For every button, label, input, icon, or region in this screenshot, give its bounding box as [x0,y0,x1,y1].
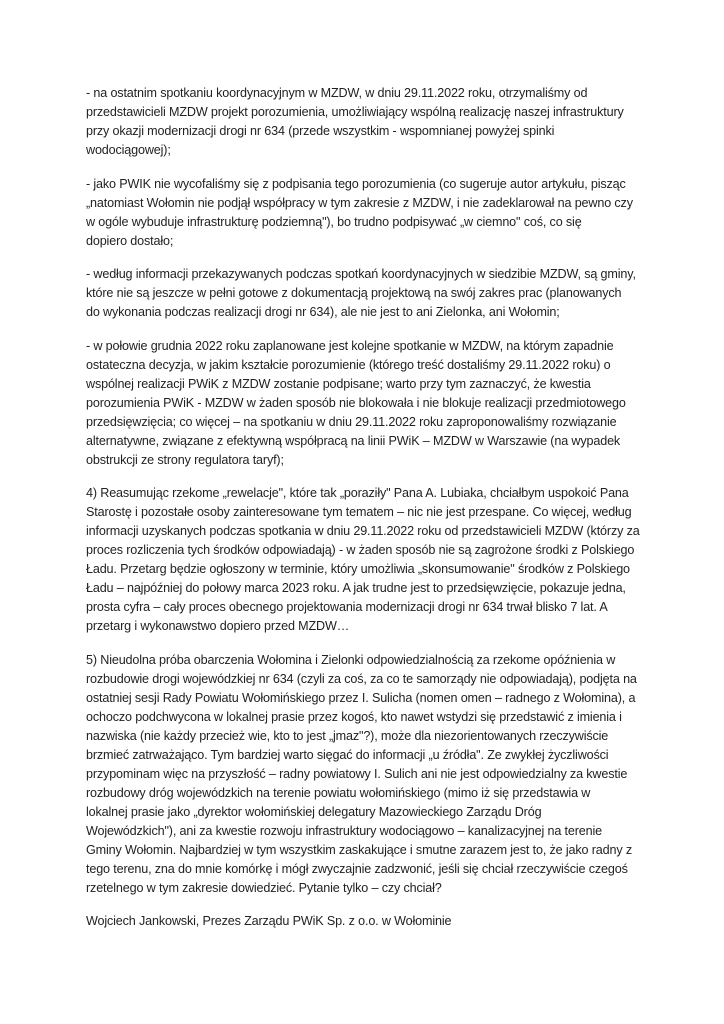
text-line: alternatywne, związane z efektywną współpracą na linii PWiK – MZDW w Warszawie (na wypadek [86,433,621,448]
text-line: wspólnej realizacji PWiK z MZDW zostanie podpisane; warto przy tym zaznaczyć, że kwestia [86,376,591,391]
text-line: które nie są jeszcze w pełni gotowe z dokumentacją projektową na swój zakres prac (planowanych [86,286,622,300]
text-line: przypominam więc na przyszłość – radny powiatowy I. Sulich ani nie jest odpowiedzialny za kwestie [86,766,628,781]
text-line: proces rozliczenia tych środków odpowiadają) - w żaden sposób nie są zagrożone środki z Polskiego [86,543,635,557]
text-line: przetarg i wykonawstwo dopiero przed MZDW… [86,619,350,633]
signature [86,912,646,931]
text-line: 4) Reasumując rzekome „rewelacje", które tak „poraziły" Pana A. Lubiaka, chciałbym uspokoić Pana [86,486,629,500]
text-line: rzetelnego w tym zakresie dowiedzieć. Pytanie tylko – czy chciał? [86,880,442,895]
text-line: ostateczna decyzja, w jakim kształcie porozumienie (którego treść dostaliśmy 29.11.2022 roku) o [86,357,611,372]
text-line: przedstawicieli MZDW projekt porozumienia, umożliwiający wspólną realizację naszej infrastruktury [86,105,624,119]
text-line: informacji uzyskanych podczas spotkania w dniu 29.11.2022 roku od przedstawicieli MZDW (którzy za [86,524,640,538]
text-line: 5) Nieudolna próba obarczenia Wołomina i Zielonki odpowiedzialnością za rzekome opóźnienia w [86,652,616,667]
document-page [86,84,646,946]
text-line: lokalnej prasie jako „dyrektor wołomińskiej delegatury Mazowieckiego Zarządu Dróg [86,804,542,819]
paragraph [86,84,646,160]
text-line: rozbudowie drogi wojewódzkiej nr 634 (czyli za coś, za co te samorządy nie odpowiadają), podjęta na [86,671,637,686]
text-line: przedsięwzięcia; co więcej – na spotkaniu w dniu 29.11.2022 roku zaproponowaliśmy rozwiązanie [86,414,617,429]
text-line: Gminy Wołomin. Najbardziej w tym wszystkim zaskakujące i smutne zarazem jest to, że jako radny z [86,842,632,857]
text-line: Wojciech Jankowski, Prezes Zarządu PWiK Sp. z o.o. w Wołominie [86,914,452,928]
text-line: - jako PWIK nie wycofaliśmy się z podpisania tego porozumienia (co sugeruje autor artykułu, pisząc [86,176,626,191]
text-line: tego terenu, zna do mnie komórkę i mógł zwyczajnie zadzwonić, jeśli się chciał rzeczywiście czegoś [86,861,628,876]
text-line: do wykonania podczas realizacji drogi nr 634), ale nie jest to ani Zielonka, ani Wołomin; [86,305,560,319]
text-line: - według informacji przekazywanych podczas spotkań koordynacyjnych w siedzibie MZDW, są gminy, [86,267,636,281]
text-line: porozumienia PWiK - MZDW w żaden sposób nie blokowała i nie blokuje realizacji przedmiotowego [86,395,626,410]
text-line: obstrukcji ze strony regulatora taryf); [86,452,284,467]
text-line: rozbudowy dróg wojewódzkich na terenie powiatu wołomińskiego (mimo iż się przedstawia w [86,785,591,800]
text-line: dopiero dostało; [86,233,174,248]
text-line: w ogóle wybuduje infrastrukturę podziemną"), bo trudno podpisywać „w ciemno" coś, co się [86,214,582,229]
text-line: „natomiast Wołomin nie podjął współpracy w tym zakresie z MZDW, i nie zadeklarował na pewno czy [86,195,633,210]
text-line: Ładu – najpóźniej do połowy marca 2023 roku. A jak trudne jest to przedsięwzięcie, pokazuje jedna, [86,581,626,595]
text-line: ostatniej sesji Rady Powiatu Wołomińskiego przez I. Sulicha (nomen omen – radnego z Wołomina), a [86,690,636,705]
paragraph [86,484,646,636]
text-line: - w połowie grudnia 2022 roku zaplanowane jest kolejne spotkanie w MZDW, na którym zapadnie [86,338,614,353]
text-line: brzmieć zatrważająco. Tym bardziej warto sięgać do informacji „u źródła". Ze zwykłej życzliwości [86,747,609,762]
text-line: wodociągowej); [86,143,171,157]
text-line: prosta cyfra – cały proces obecnego projektowania modernizacji drogi nr 634 trwał blisko 7 lat. A [86,600,608,614]
text-line: - na ostatnim spotkaniu koordynacyjnym w MZDW, w dniu 29.11.2022 roku, otrzymaliśmy od [86,86,588,100]
text-line: Wojewódzkich"), ani za kwestie rozwoju infrastruktury wodociągowo – kanalizacyjnej na terenie [86,823,602,838]
text-line: nazwiska (nie każdy przecież wie, kto to jest „jmaz"?), może dla niezorientowanych rzeczywiście [86,728,609,743]
text-line: przy okazji modernizacji drogi nr 634 (przede wszystkim - wspomnianej powyżej spinki [86,124,555,138]
text-line: Ładu. Przetarg będzie ogłoszony w terminie, który umożliwia „skonsumowanie" środków z Polskiego [86,562,630,576]
paragraph [86,651,646,898]
paragraph [86,337,646,470]
paragraph [86,175,646,251]
text-line: Starostę i pozostałe osoby zainteresowane tym tematem – nic nie jest przespane. Co więcej, według [86,505,632,519]
paragraph [86,265,646,322]
text-line: ochoczo podchwycona w lokalnej prasie przez kogoś, kto nawet wstydzi się przedstawić z imienia i [86,709,622,724]
